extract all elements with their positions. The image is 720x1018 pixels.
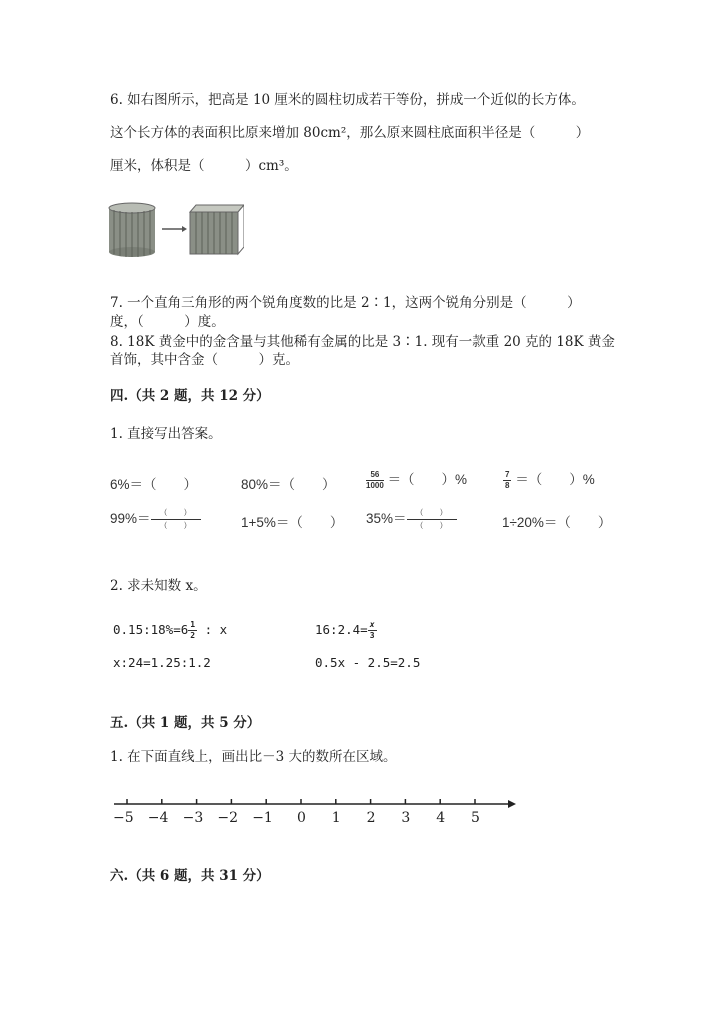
tick-label: 3 <box>401 810 411 826</box>
equation: x:24=1.25:1.2 <box>113 655 211 670</box>
calc-item: 1÷20%＝（ ） <box>502 515 612 530</box>
q6-line2: 这个长方体的表面积比原来增加 80cm²，那么原来圆柱底面积半径是（ ） <box>110 125 590 141</box>
equation <box>113 621 227 640</box>
blank-denominator: （ ） <box>159 520 192 530</box>
eq-text: : x <box>197 622 228 637</box>
eq-text: 16:2.4= <box>315 622 368 637</box>
section4-q2: 2. 求未知数 x。 <box>110 578 207 594</box>
calc-item: 6%＝（ ） <box>110 477 198 492</box>
numerator: 56 <box>366 471 384 481</box>
section5-title: 五.（共 1 题，共 5 分） <box>110 715 261 731</box>
arrow-icon <box>162 226 187 232</box>
numerator: 1 <box>190 620 196 629</box>
cylinder-to-cuboid-figure <box>108 202 244 258</box>
blank-denominator: （ ） <box>415 520 448 530</box>
denominator: 3 <box>369 631 375 640</box>
section4-q1: 1. 直接写出答案。 <box>110 426 222 442</box>
number-line[interactable] <box>110 795 520 835</box>
cylinder-icon <box>109 203 155 257</box>
tick-label: −1 <box>252 810 273 826</box>
calc-item: 80%＝（ ） <box>241 477 336 492</box>
calc-item <box>110 507 201 530</box>
calc-rest: ＝（ ）% <box>515 472 595 487</box>
equation <box>315 621 377 640</box>
numerator: 7 <box>505 469 510 479</box>
eq-text: 0.15:18%=6 <box>113 622 189 637</box>
denominator: 8 <box>505 480 510 490</box>
q7-line1: 7. 一个直角三角形的两个锐角度数的比是 2∶1，这两个锐角分别是（ ） <box>110 295 581 311</box>
blank-numerator: （ ） <box>407 509 457 520</box>
q6-line3: 厘米，体积是（ ）cm³。 <box>110 158 298 174</box>
q6-line1: 6. 如右图所示，把高是 10 厘米的圆柱切成若干等份，拼成一个近似的长方体。 <box>110 92 585 108</box>
tick-label: −4 <box>147 810 169 826</box>
q8-line1: 8. 18K 黄金中的金含量与其他稀有金属的比是 3∶1. 现有一款重 20 克的 18K 黄金 <box>110 334 615 350</box>
denominator: 1000 <box>366 480 384 490</box>
tick-label: 5 <box>471 810 480 826</box>
calc-item <box>366 507 457 530</box>
q7-line2: 度，（ ）度。 <box>110 314 225 330</box>
calc-pre: 99%＝ <box>110 511 151 526</box>
calc-pre: 35%＝ <box>366 511 407 526</box>
section4-title: 四.（共 2 题，共 12 分） <box>110 388 270 404</box>
calc-item <box>503 468 595 490</box>
calc-item <box>366 468 467 490</box>
equation: 0.5x - 2.5=2.5 <box>315 655 421 670</box>
tick-label: −5 <box>113 810 134 826</box>
tick-label: 1 <box>331 810 341 826</box>
cuboid-icon <box>190 205 244 254</box>
section6-title: 六.（共 6 题，共 31 分） <box>110 868 270 884</box>
tick-label: 4 <box>436 810 446 826</box>
tick-label: 0 <box>297 810 306 826</box>
calc-item: 1+5%＝（ ） <box>241 515 344 530</box>
tick-label: −2 <box>217 810 239 826</box>
calc-rest: ＝（ ）% <box>387 472 468 487</box>
tick-label: −3 <box>182 810 204 826</box>
tick-label: 2 <box>366 810 376 826</box>
denominator: 2 <box>190 631 196 640</box>
numerator: x <box>369 620 375 629</box>
arrow-icon <box>508 800 516 808</box>
blank-numerator: （ ） <box>151 509 201 520</box>
section5-q1: 1. 在下面直线上，画出比－3 大的数所在区域。 <box>110 749 397 765</box>
q8-line2: 首饰，其中含金（ ）克。 <box>110 352 299 368</box>
